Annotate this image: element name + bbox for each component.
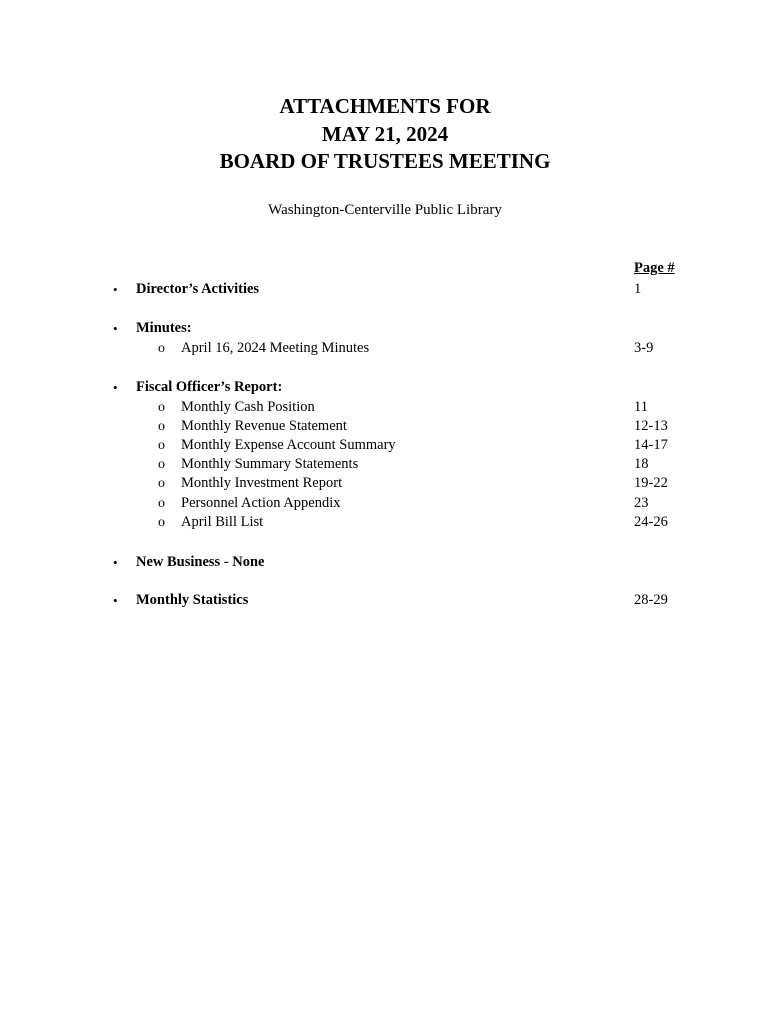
section-row — [0, 553, 770, 572]
bullet-icon: • — [113, 321, 118, 336]
title-line-2: MAY 21, 2024 — [321, 122, 449, 146]
title-line-1: ATTACHMENTS FOR — [279, 94, 491, 118]
sub-item-row — [0, 494, 770, 513]
sub-item-label: Monthly Expense Account Summary — [181, 437, 396, 453]
sub-item-row — [0, 436, 770, 455]
sub-bullet-icon: o — [158, 400, 165, 415]
sub-item-label: Monthly Revenue Statement — [181, 418, 347, 434]
sub-bullet-icon: o — [158, 457, 165, 472]
sub-bullet-icon: o — [158, 476, 165, 491]
section-row — [0, 378, 770, 397]
section-row — [0, 591, 770, 610]
sub-bullet-icon: o — [158, 496, 165, 511]
sub-item-page: 3-9 — [634, 340, 654, 356]
section-row — [0, 319, 770, 338]
section-label: Fiscal Officer’s Report: — [136, 379, 283, 395]
section-label: Minutes: — [136, 320, 192, 336]
page-column-header: Page # — [634, 260, 675, 276]
bullet-icon: • — [113, 593, 118, 608]
sub-item-row — [0, 417, 770, 436]
sub-bullet-icon: o — [158, 341, 165, 356]
sub-item-page: 24-26 — [634, 514, 668, 530]
sub-item-label: April Bill List — [181, 514, 264, 530]
sub-item-row — [0, 474, 770, 493]
sub-item-page: 19-22 — [634, 475, 668, 491]
library-name: Washington-Centerville Public Library — [268, 202, 502, 218]
sub-item-label: Monthly Cash Position — [181, 399, 315, 415]
sub-item-page: 18 — [634, 456, 649, 472]
section-label: New Business - None — [136, 554, 265, 570]
section-page: 28-29 — [634, 592, 668, 608]
sub-bullet-icon: o — [158, 438, 165, 453]
sub-item-label: Personnel Action Appendix — [181, 495, 341, 511]
sub-item-row — [0, 339, 770, 358]
section-label: Monthly Statistics — [136, 592, 249, 608]
sub-item-page: 12-13 — [634, 418, 668, 434]
sub-item-page: 14-17 — [634, 437, 668, 453]
sub-item-row — [0, 398, 770, 417]
sub-item-row — [0, 513, 770, 532]
sub-item-label: Monthly Investment Report — [181, 475, 343, 491]
sub-bullet-icon: o — [158, 515, 165, 530]
sub-item-label: Monthly Summary Statements — [181, 456, 359, 472]
bullet-icon: • — [113, 282, 118, 297]
sub-item-page: 23 — [634, 495, 649, 511]
section-row — [0, 280, 770, 299]
sub-item-label: April 16, 2024 Meeting Minutes — [181, 340, 370, 356]
sub-item-row — [0, 455, 770, 474]
section-page: 1 — [634, 281, 642, 297]
title-line-3: BOARD OF TRUSTEES MEETING — [219, 149, 551, 173]
sub-item-page: 11 — [634, 399, 648, 415]
sub-bullet-icon: o — [158, 419, 165, 434]
section-label: Director’s Activities — [136, 281, 260, 297]
bullet-icon: • — [113, 380, 118, 395]
bullet-icon: • — [113, 555, 118, 570]
